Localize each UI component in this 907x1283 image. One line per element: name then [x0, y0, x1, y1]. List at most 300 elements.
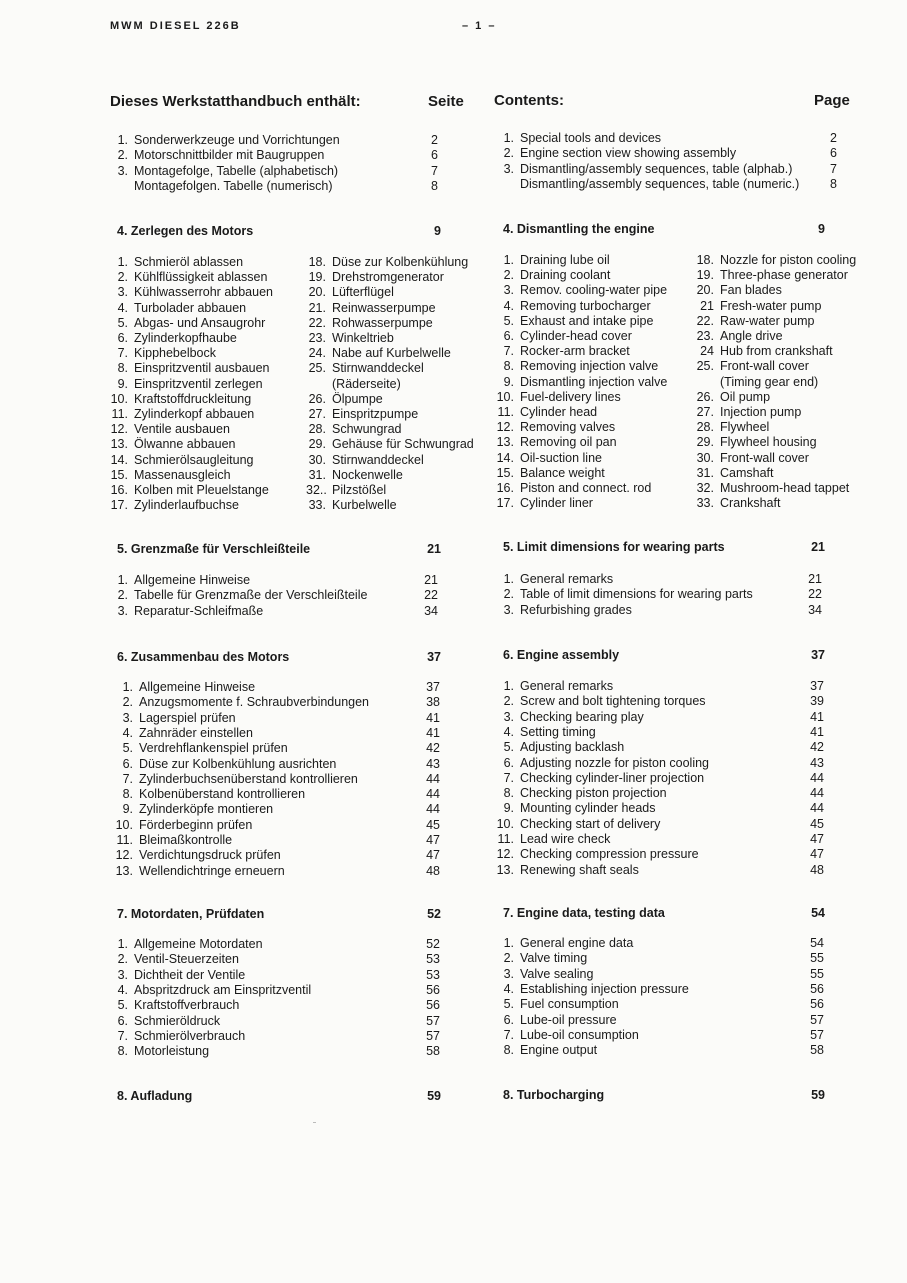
- intro-item-en-number: 3.: [503, 161, 514, 176]
- chapter4-item-de-text: Winkeltrieb: [332, 331, 394, 345]
- chapter6-item-de-page: 41: [426, 725, 440, 740]
- chapter7-item-en-text: Establishing injection pressure: [520, 981, 689, 996]
- chapter5-item-de-page: 21: [424, 573, 438, 587]
- chapter4-item-en-number: 29.: [696, 435, 714, 450]
- chapter7-item-de-page: 53: [426, 952, 440, 967]
- chapter4-item-en: [490, 466, 605, 480]
- chapter4-item-en-text: Exhaust and intake pipe: [520, 313, 654, 328]
- chapter6-item-de-page: 44: [426, 787, 440, 802]
- chapter4-item-de-number: 33.: [308, 498, 326, 513]
- chapter4-item-en-text: Fan blades: [720, 283, 782, 298]
- chapter4-item-de-number: 15.: [110, 467, 128, 482]
- chapter4-item-en-number: 1.: [503, 253, 514, 267]
- chapter4-item-de-text: Drehstromgenerator: [332, 270, 444, 285]
- intro-item-de-page: 7: [431, 163, 438, 178]
- chapter4-item-de-number: 8.: [117, 361, 128, 376]
- chapter7-item-de-number: 7.: [117, 1028, 128, 1043]
- chapter6-item-en: [490, 740, 624, 754]
- chapter4-item-en-number: 17.: [496, 496, 514, 511]
- chapter7-item-de-text: Schmieröldruck: [134, 1013, 221, 1028]
- chapter4-item-en: [694, 435, 817, 449]
- chapter6-item-de: [110, 726, 253, 740]
- chapter6-item-en: [490, 786, 667, 800]
- chapter6-item-en: [490, 679, 613, 693]
- chapter4-item-de: [110, 437, 235, 451]
- chapter7-item-de-number: 6.: [117, 1013, 128, 1028]
- chapter4-item-de-text: Stirnwanddeckel: [332, 361, 424, 376]
- chapter4-item-en-number: 14.: [496, 450, 514, 465]
- section-heading-en: 6. Engine assembly: [503, 648, 620, 662]
- chapter4-item-de-number: 10.: [110, 391, 128, 406]
- chapter4-item-de-number: 12.: [110, 422, 128, 437]
- chapter4-item-de-text: Kolben mit Pleuelstange: [134, 483, 269, 497]
- chapter4-item-de: [306, 255, 468, 269]
- chapter6-item-en: [490, 710, 644, 724]
- chapter4-item-de: [110, 270, 267, 284]
- chapter6-item-en-number: 3.: [503, 709, 514, 724]
- intro-item-de-text: Sonderwerkzeuge und Vorrichtungen: [134, 133, 340, 147]
- chapter7-item-en-page: 55: [810, 966, 824, 981]
- chapter6-item-en-text: Checking start of delivery: [520, 816, 661, 831]
- chapter4-item-en: [490, 344, 630, 358]
- chapter6-item-en-number: 13.: [496, 862, 514, 877]
- chapter5-item-en-text: General remarks: [520, 572, 614, 586]
- intro-item-de: [110, 133, 340, 147]
- chapter4-item-de-number: 7.: [117, 346, 128, 361]
- section-page-en: 37: [811, 648, 825, 662]
- chapter5-item-en-page: 22: [808, 587, 822, 602]
- chapter4-item-en-text: Nozzle for piston cooling: [720, 253, 857, 267]
- chapter6-item-de-number: 2.: [122, 695, 133, 710]
- chapter4-item-en-number: 25.: [696, 359, 714, 374]
- section-page-en: 59: [811, 1088, 825, 1102]
- chapter4-item-en: [694, 405, 801, 419]
- chapter6-item-en-number: 12.: [496, 847, 514, 862]
- chapter4-item-en-text: Flywheel housing: [720, 435, 817, 450]
- chapter6-item-en-number: 5.: [503, 740, 514, 755]
- intro-item-en-text: Dismantling/assembly sequences, table (numeric.): [520, 176, 800, 191]
- chapter4-item-en-number: 33.: [696, 496, 714, 511]
- chapter7-item-en: [496, 951, 587, 965]
- chapter6-item-de-text: Zahnräder einstellen: [139, 725, 253, 740]
- chapter4-item-en-text: Draining coolant: [520, 268, 611, 283]
- chapter4-item-en: [490, 299, 651, 313]
- chapter7-item-en: [496, 997, 619, 1011]
- chapter4-item-en-text: Piston and connect. rod: [520, 481, 652, 495]
- chapter6-item-en-number: 7.: [503, 770, 514, 785]
- chapter4-item-de: [306, 483, 386, 497]
- chapter7-item-de-text: Schmierölverbrauch: [134, 1028, 246, 1043]
- chapter7-item-en: [496, 936, 633, 950]
- chapter4-item-en-text: Removing valves: [520, 420, 616, 435]
- chapter4-item-de: [110, 316, 265, 330]
- chapter4-item-en-number: 12.: [496, 420, 514, 435]
- chapter6-item-en-page: 42: [810, 740, 824, 755]
- chapter4-item-en-text: Mushroom-head tappet: [720, 481, 850, 495]
- chapter5-item-en-number: 3.: [503, 602, 514, 617]
- chapter7-item-en-page: 56: [810, 997, 824, 1012]
- chapter4-item-en-text: Fuel-delivery lines: [520, 389, 621, 404]
- chapter4-item-en-number: 8.: [503, 359, 514, 374]
- chapter6-item-en-page: 41: [810, 709, 824, 724]
- section-heading-en: 4. Dismantling the engine: [503, 222, 655, 236]
- chapter4-item-de: [110, 301, 246, 315]
- chapter7-item-en-number: 7.: [503, 1027, 514, 1042]
- chapter6-item-de: [110, 833, 232, 847]
- chapter4-item-de-text: Kraftstoffdruckleitung: [134, 391, 252, 406]
- chapter4-item-en: [694, 359, 809, 373]
- chapter6-item-de: [110, 818, 252, 832]
- chapter5-item-en: [496, 572, 613, 586]
- intro-item-de-text: Montagefolgen. Tabelle (numerisch): [134, 178, 333, 193]
- chapter6-item-en-number: 1.: [503, 679, 514, 693]
- chapter6-item-de-number: 10.: [115, 817, 133, 832]
- chapter7-item-en-number: 8.: [503, 1043, 514, 1058]
- chapter7-item-en-page: 57: [810, 1012, 824, 1027]
- chapter4-item-en-number: 30.: [696, 450, 714, 465]
- chapter6-item-de-page: 47: [426, 848, 440, 863]
- chapter6-item-en-page: 44: [810, 770, 824, 785]
- chapter7-item-en-page: 55: [810, 951, 824, 966]
- chapter4-item-de-text: Pilzstößel: [332, 483, 387, 497]
- de-page-label: Seite: [428, 93, 464, 110]
- chapter6-item-de-number: 4.: [122, 725, 133, 740]
- chapter4-item-de-text: Reinwasserpumpe: [332, 300, 436, 315]
- chapter5-item-de-number: 1.: [117, 573, 128, 587]
- chapter4-item-de: [110, 361, 270, 375]
- chapter6-item-en: [490, 817, 660, 831]
- chapter7-item-en-text: Valve sealing: [520, 966, 594, 981]
- chapter4-item-en: [694, 496, 780, 510]
- chapter4-item-de-number: 17.: [110, 498, 128, 513]
- intro-item-de-number: 2.: [117, 148, 128, 163]
- chapter6-item-en: [490, 832, 610, 846]
- chapter4-item-de-text: Kipphebelbock: [134, 346, 217, 361]
- intro-item-de: [110, 164, 338, 178]
- chapter6-item-en-page: 48: [810, 862, 824, 877]
- chapter4-item-en-text: Raw-water pump: [720, 313, 815, 328]
- en-contents-title: Contents:: [494, 92, 564, 109]
- chapter4-item-de-text: Einspritzpumpe: [332, 407, 419, 421]
- chapter6-item-en-page: 41: [810, 724, 824, 739]
- chapter7-item-de: [110, 937, 263, 951]
- chapter7-item-de-text: Allgemeine Motordaten: [134, 937, 263, 951]
- chapter4-item-en-text: Oil pump: [720, 389, 771, 404]
- chapter4-item-de-text: Kühlwasserrohr abbauen: [134, 285, 273, 300]
- chapter4-item-de-number: 30.: [308, 452, 326, 467]
- chapter6-item-en: [490, 694, 706, 708]
- chapter5-item-de-page: 34: [424, 603, 438, 618]
- chapter7-item-de-page: 57: [426, 1028, 440, 1043]
- chapter7-item-de-page: 56: [426, 982, 440, 997]
- chapter6-item-de-number: 3.: [122, 710, 133, 725]
- chapter4-item-en: [490, 359, 658, 373]
- chapter7-item-en-page: 56: [810, 981, 824, 996]
- chapter4-item-de: [306, 407, 418, 421]
- chapter6-item-en-page: 44: [810, 786, 824, 801]
- chapter4-item-en-number: 28.: [696, 420, 714, 435]
- chapter7-item-en: [496, 1043, 597, 1057]
- chapter6-item-de: [110, 864, 285, 878]
- chapter6-item-de-page: 44: [426, 771, 440, 786]
- chapter5-item-de-text: Tabelle für Grenzmaße der Verschleißteile: [134, 588, 368, 603]
- chapter4-item-de-number: 23.: [308, 331, 326, 345]
- chapter4-item-de: [306, 422, 402, 436]
- section-heading-de: 4. Zerlegen des Motors: [117, 224, 254, 238]
- chapter6-item-de-number: 5.: [122, 741, 133, 756]
- chapter4-item-de: [110, 468, 231, 482]
- chapter4-item-de-number: 4.: [117, 300, 128, 315]
- chapter5-item-de-text: Reparatur-Schleifmaße: [134, 603, 264, 618]
- chapter4-item-en-number: 9.: [503, 374, 514, 389]
- chapter4-item-en: [490, 435, 617, 449]
- chapter4-item-en-number: 32.: [696, 481, 714, 495]
- chapter5-item-de-page: 22: [424, 588, 438, 603]
- chapter4-item-de-text: Düse zur Kolbenkühlung: [332, 255, 469, 269]
- section-heading-de: 7. Motordaten, Prüfdaten: [117, 907, 265, 921]
- chapter4-item-de-text: Zylinderlaufbuchse: [134, 498, 239, 513]
- chapter4-item-en: [694, 375, 818, 389]
- chapter4-item-de-number: 6.: [117, 331, 128, 345]
- chapter4-item-de: [306, 346, 451, 360]
- chapter6-item-de: [110, 695, 369, 709]
- chapter6-item-en-text: Mounting cylinder heads: [520, 801, 656, 816]
- chapter6-item-en-number: 6.: [503, 755, 514, 770]
- chapter7-item-de-text: Dichtheit der Ventile: [134, 967, 246, 982]
- intro-item-en-number: 1.: [503, 131, 514, 145]
- chapter4-item-de: [110, 331, 237, 345]
- intro-item-de-page: 6: [431, 148, 438, 163]
- intro-item-de-number: 3.: [117, 163, 128, 178]
- intro-item-en: [496, 131, 661, 145]
- chapter7-item-en-number: 5.: [503, 997, 514, 1012]
- chapter7-item-de-number: 8.: [117, 1044, 128, 1059]
- chapter5-item-de-number: 2.: [117, 588, 128, 603]
- intro-item-de-number: 1.: [117, 133, 128, 147]
- chapter7-item-en: [496, 1028, 639, 1042]
- intro-item-en-text: Special tools and devices: [520, 131, 662, 145]
- chapter7-item-en-number: 3.: [503, 966, 514, 981]
- chapter5-item-de-text: Allgemeine Hinweise: [134, 573, 251, 587]
- chapter4-item-en: [694, 314, 814, 328]
- chapter4-item-de-text: Massenausgleich: [134, 467, 231, 482]
- intro-item-en-number: 2.: [503, 146, 514, 161]
- chapter4-item-en: [490, 375, 667, 389]
- chapter4-item-en-text: Injection pump: [720, 405, 802, 419]
- chapter4-item-en-number: 4.: [503, 298, 514, 313]
- chapter4-item-de-text: Ölpumpe: [332, 391, 383, 406]
- chapter4-item-en: [694, 344, 833, 358]
- chapter4-item-de-number: 18.: [308, 255, 326, 269]
- chapter4-item-en: [490, 329, 632, 343]
- chapter4-item-de: [110, 377, 263, 391]
- chapter7-item-de-page: 57: [426, 1013, 440, 1028]
- chapter4-item-en-text: Cylinder-head cover: [520, 329, 632, 343]
- chapter6-item-en-page: 37: [810, 679, 824, 693]
- chapter6-item-en: [490, 863, 639, 877]
- intro-item-de: [110, 179, 333, 193]
- chapter4-item-de: [306, 392, 383, 406]
- chapter4-item-en-number: 21: [700, 298, 714, 313]
- chapter4-item-de-number: 32..: [306, 483, 327, 497]
- intro-item-en-page: 7: [830, 161, 837, 176]
- chapter4-item-en-text: Removing injection valve: [520, 359, 659, 374]
- section-page-en: 54: [811, 906, 825, 920]
- chapter4-item-de-number: 11.: [111, 407, 128, 421]
- chapter4-item-en: [490, 283, 667, 297]
- chapter7-item-de-text: Kraftstoffverbrauch: [134, 998, 240, 1013]
- chapter6-item-de-page: 41: [426, 710, 440, 725]
- chapter4-item-de-text: Kurbelwelle: [332, 498, 397, 513]
- chapter4-item-en-number: 6.: [503, 329, 514, 343]
- chapter6-item-en-number: 8.: [503, 786, 514, 801]
- chapter7-item-de-number: 2.: [117, 952, 128, 967]
- chapter4-item-de: [306, 377, 401, 391]
- chapter4-item-en-number: 20.: [696, 283, 714, 298]
- chapter6-item-en-number: 4.: [503, 724, 514, 739]
- en-page-label: Page: [814, 92, 850, 109]
- chapter4-item-en-text: Angle drive: [720, 329, 783, 343]
- chapter4-item-de-text: Rohwasserpumpe: [332, 315, 433, 330]
- chapter4-item-en-text: Hub from crankshaft: [720, 344, 833, 359]
- section-page-en: 9: [818, 222, 825, 236]
- chapter7-item-de-number: 1.: [117, 937, 128, 951]
- chapter4-item-en: [694, 390, 770, 404]
- intro-item-de-page: 8: [431, 178, 438, 193]
- intro-item-de-text: Motorschnittbilder mit Baugruppen: [134, 148, 325, 163]
- chapter4-item-en-number: 19.: [696, 268, 714, 283]
- chapter4-item-de-text: Ölwanne abbauen: [134, 437, 236, 452]
- chapter6-item-en: [490, 801, 656, 815]
- chapter4-item-de-text: (Räderseite): [332, 376, 401, 391]
- chapter6-item-de-page: 45: [426, 817, 440, 832]
- chapter4-item-de-number: 25.: [308, 361, 326, 376]
- chapter4-item-de: [110, 483, 269, 497]
- chapter6-item-de-text: Anzugsmomente f. Schraubverbindungen: [139, 695, 370, 710]
- chapter6-item-de-text: Allgemeine Hinweise: [139, 680, 256, 694]
- chapter4-item-de-text: Nabe auf Kurbelwelle: [332, 346, 451, 361]
- chapter6-item-de-number: 7.: [122, 771, 133, 786]
- chapter7-item-de: [110, 983, 311, 997]
- chapter4-item-en-number: 16.: [496, 481, 514, 495]
- chapter4-item-de-text: Kühlflüssigkeit ablassen: [134, 270, 268, 285]
- chapter4-item-en: [490, 253, 610, 267]
- chapter4-item-de-number: 9.: [117, 376, 128, 391]
- chapter6-item-en: [490, 847, 699, 861]
- chapter4-item-en-text: Remov. cooling-water pipe: [520, 283, 668, 298]
- chapter6-item-en-number: 11.: [497, 832, 514, 846]
- chapter6-item-de: [110, 680, 255, 694]
- chapter4-item-en: [490, 420, 615, 434]
- intro-item-de-text: Montagefolge, Tabelle (alphabetisch): [134, 163, 339, 178]
- chapter4-item-de-number: 31.: [308, 467, 326, 482]
- chapter4-item-en: [694, 253, 856, 267]
- chapter6-item-en-text: Checking compression pressure: [520, 847, 699, 862]
- chapter4-item-en-text: Removing oil pan: [520, 435, 617, 450]
- chapter5-item-en-number: 2.: [503, 587, 514, 602]
- chapter4-item-de-number: 2.: [117, 270, 128, 285]
- chapter7-item-en-page: 58: [810, 1043, 824, 1058]
- chapter4-item-de-text: Einspritzventil ausbauen: [134, 361, 270, 376]
- section-heading-en: 7. Engine data, testing data: [503, 906, 665, 920]
- document-header: MWM DIESEL 226B: [110, 20, 241, 32]
- page-number: – 1 –: [462, 20, 497, 32]
- chapter4-item-de: [110, 255, 243, 269]
- chapter4-item-en-text: Dismantling injection valve: [520, 374, 668, 389]
- chapter7-item-de-number: 4.: [117, 982, 128, 997]
- intro-item-en-page: 6: [830, 146, 837, 161]
- chapter7-item-de-number: 5.: [117, 998, 128, 1013]
- chapter7-item-en-page: 54: [810, 936, 824, 950]
- section-heading-de: 8. Aufladung: [117, 1089, 193, 1103]
- chapter4-item-en: [490, 496, 593, 510]
- chapter4-item-de-number: 3.: [117, 285, 128, 300]
- chapter6-item-en-text: General remarks: [520, 679, 614, 693]
- chapter6-item-de-text: Verdichtungsdruck prüfen: [139, 848, 281, 863]
- chapter6-item-de-page: 44: [426, 802, 440, 817]
- chapter6-item-de-page: 38: [426, 695, 440, 710]
- chapter7-item-de-page: 53: [426, 967, 440, 982]
- chapter4-item-en-number: 7.: [503, 344, 514, 359]
- section-page-en: 21: [811, 540, 825, 554]
- chapter7-item-de: [110, 968, 245, 982]
- chapter6-item-en-text: Setting timing: [520, 724, 596, 739]
- chapter4-item-de-text: Gehäuse für Schwungrad: [332, 437, 474, 452]
- chapter4-item-en: [490, 481, 651, 495]
- chapter4-item-de: [110, 422, 230, 436]
- chapter4-item-en-text: Front-wall cover: [720, 450, 809, 465]
- chapter7-item-de-page: 56: [426, 998, 440, 1013]
- section-page-de: 9: [434, 224, 441, 238]
- chapter5-item-de-number: 3.: [117, 603, 128, 618]
- chapter4-item-en: [490, 268, 610, 282]
- chapter4-item-en-text: Crankshaft: [720, 496, 781, 511]
- chapter5-item-de: [110, 604, 263, 618]
- chapter4-item-de-number: 16.: [110, 483, 128, 497]
- chapter7-item-en-text: Fuel consumption: [520, 997, 619, 1012]
- chapter6-item-de-number: 13.: [115, 863, 133, 878]
- chapter4-item-en: [694, 329, 783, 343]
- chapter4-item-en: [694, 299, 821, 313]
- chapter4-item-de: [306, 270, 444, 284]
- chapter5-item-en-page: 34: [808, 602, 822, 617]
- chapter6-item-en-page: 47: [810, 832, 824, 846]
- section-heading-de: 6. Zusammenbau des Motors: [117, 650, 290, 664]
- chapter4-item-en-text: Cylinder head: [520, 405, 598, 419]
- chapter6-item-en-number: 10.: [496, 816, 514, 831]
- chapter6-item-de-text: Verdrehflankenspiel prüfen: [139, 741, 288, 756]
- section-heading-en: 8. Turbocharging: [503, 1088, 605, 1102]
- chapter5-item-en-text: Table of limit dimensions for wearing parts: [520, 587, 753, 602]
- chapter4-item-de-text: Zylinderkopf abbauen: [134, 407, 255, 421]
- chapter6-item-de-number: 9.: [122, 802, 133, 817]
- chapter6-item-en-text: Adjusting backlash: [520, 740, 625, 755]
- chapter6-item-de-number: 12.: [115, 848, 133, 863]
- chapter4-item-en-number: 24: [700, 344, 714, 359]
- chapter7-item-en-number: 4.: [503, 981, 514, 996]
- chapter7-item-en: [496, 967, 593, 981]
- intro-item-en-page: 2: [830, 131, 837, 145]
- chapter4-item-en-text: Flywheel: [720, 420, 770, 435]
- chapter5-item-en-number: 1.: [503, 572, 514, 586]
- chapter4-item-de-number: 22.: [308, 315, 326, 330]
- chapter7-item-de: [110, 1029, 245, 1043]
- chapter6-item-en-text: Screw and bolt tightening torques: [520, 694, 706, 709]
- chapter4-item-en: [694, 420, 769, 434]
- chapter4-item-en-number: 31.: [696, 465, 714, 480]
- chapter4-item-de: [110, 453, 254, 467]
- chapter4-item-en-text: Removing turbocharger: [520, 298, 651, 313]
